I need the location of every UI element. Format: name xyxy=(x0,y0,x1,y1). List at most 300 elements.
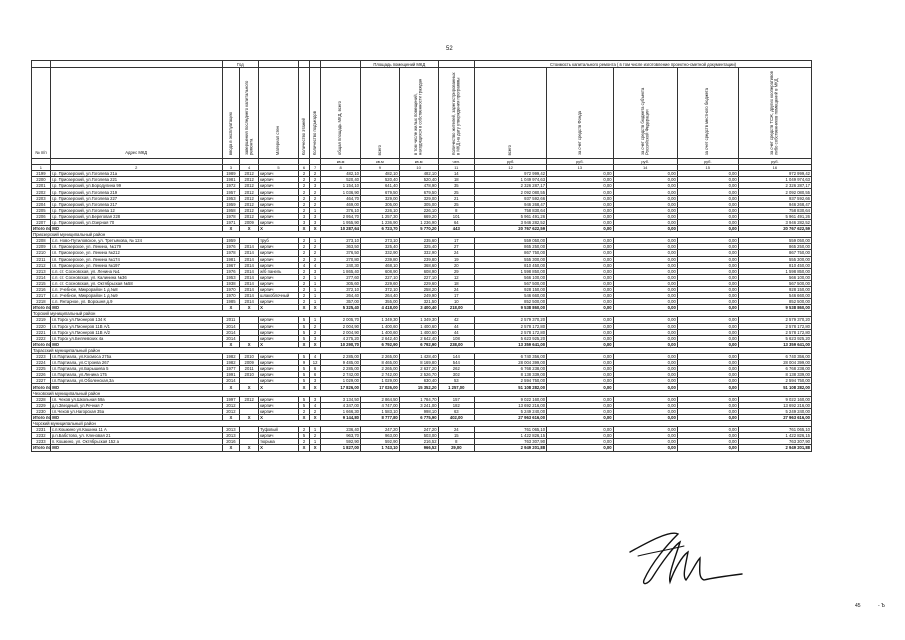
table-cell: 2 xyxy=(310,189,321,195)
table-cell: 305,60 xyxy=(321,280,361,286)
table-cell: 3 xyxy=(310,396,321,402)
table-cell: 2229 xyxy=(32,402,51,408)
table-cell: 240,30 xyxy=(321,262,361,268)
blank-header xyxy=(50,61,222,68)
table-cell: 15 352,20 xyxy=(399,384,438,390)
table-cell: 6 775,90 xyxy=(399,414,438,420)
table-cell: 1 xyxy=(310,286,321,292)
table-cell: 1 666,30 xyxy=(321,408,361,414)
table-cell: 2 xyxy=(298,280,309,286)
table-cell: 4 275,20 xyxy=(321,335,361,341)
table-cell: 2 526,70 xyxy=(399,372,438,378)
table-cell: 2012 xyxy=(240,195,259,201)
table-cell: 2 742,00 xyxy=(361,372,400,378)
table-cell: 0,00 xyxy=(547,414,613,420)
table-cell: 865 250,00 xyxy=(738,244,811,250)
table-cell: X xyxy=(259,305,299,311)
table-cell: 1 827,00 xyxy=(321,445,361,451)
table-cell: 2 949 201,88 xyxy=(475,445,547,451)
table-cell: X xyxy=(240,445,259,451)
table-cell: 2 949 201,88 xyxy=(738,445,811,451)
table-cell: X xyxy=(259,341,299,347)
capital-repair-table xyxy=(31,60,812,452)
table-cell: 262 xyxy=(438,366,475,372)
table-cell: 2014 xyxy=(240,268,259,274)
table-cell: 0,00 xyxy=(677,323,738,329)
table-cell: 6 xyxy=(310,372,321,378)
table-cell: шлакоблочный xyxy=(259,293,299,299)
table-cell: 4 xyxy=(310,262,321,268)
table-cell: кирпич xyxy=(259,286,299,292)
table-cell: 2216 xyxy=(32,286,51,292)
units-row: кв.м кв.м кв.м чел. руб. руб. руб. руб. руб. xyxy=(32,159,812,165)
table-cell: 2 xyxy=(298,268,309,274)
table-cell: 1 xyxy=(310,238,321,244)
table-cell: 0,00 xyxy=(613,360,677,366)
table-cell: 0,00 xyxy=(677,256,738,262)
table-cell: 332,90 xyxy=(361,250,400,256)
table-cell: 5 623 925,20 xyxy=(475,335,547,341)
table-cell: 0,00 xyxy=(677,201,738,207)
table-cell: 0,00 xyxy=(613,280,677,286)
table-cell: 21 xyxy=(438,195,475,201)
table-cell: 8 138 339,00 xyxy=(738,372,811,378)
table-cell: кирпич xyxy=(259,366,299,372)
table-cell: 0,00 xyxy=(677,207,738,213)
table-cell: 0,00 xyxy=(677,372,738,378)
table-cell: 1 428,40 xyxy=(399,354,438,360)
table-cell: 0,00 xyxy=(677,177,738,183)
table-cell: 2 xyxy=(298,183,309,189)
table-cell: 29,00 xyxy=(438,445,475,451)
table-cell: 2014 xyxy=(240,250,259,256)
col-residents-header: Количество жителей, зарегистрированных в МКД на дату утверждения программы xyxy=(438,68,475,159)
table-cell: 2 326 287,17 xyxy=(738,183,811,189)
table-cell: 5 xyxy=(298,366,309,372)
table-cell: 0,00 xyxy=(677,195,738,201)
table-cell: 2 xyxy=(298,177,309,183)
table-cell: 1991 xyxy=(222,372,240,378)
table-cell: кирпич xyxy=(259,177,299,183)
table-cell: 3 134,50 xyxy=(321,396,361,402)
table-cell: 1 349,30 xyxy=(361,317,400,323)
table-cell: 2203 xyxy=(32,195,51,201)
table-cell: 0,00 xyxy=(677,341,738,347)
table-cell: 2014 xyxy=(240,262,259,268)
table-cell: 0,00 xyxy=(677,366,738,372)
table-cell: 0,00 xyxy=(677,244,738,250)
table-cell: 247,20 xyxy=(399,427,438,433)
table-cell: 216,52 xyxy=(399,439,438,445)
table-cell: 2214 xyxy=(32,274,51,280)
table-cell: 218,00 xyxy=(438,305,475,311)
table-cell: 3 xyxy=(310,378,321,384)
page-number: 52 xyxy=(446,46,453,52)
table-cell: 2200 xyxy=(32,177,51,183)
table-cell: 51 108 282,00 xyxy=(738,384,811,390)
table-cell: 64 xyxy=(438,219,475,225)
table-cell: 0,00 xyxy=(613,396,677,402)
table-cell: 238,00 xyxy=(438,341,475,347)
table-cell: 0,00 xyxy=(677,433,738,439)
table-cell: 235,60 xyxy=(399,238,438,244)
table-cell: 8 777,80 xyxy=(361,414,400,420)
table-cell: 0,00 xyxy=(547,439,613,445)
table-cell: Итого по МО xyxy=(33,414,59,420)
table-cell: 0,00 xyxy=(677,226,738,232)
table-cell: 2 004,90 xyxy=(321,323,361,329)
table-cell: 2011 xyxy=(240,366,259,372)
table-cell: 2013 xyxy=(222,433,240,439)
table-cell: 482,10 xyxy=(361,171,400,177)
table-cell: 2014 xyxy=(240,293,259,299)
signature xyxy=(608,522,758,597)
table-cell: 1977 xyxy=(222,366,240,372)
table-cell: 0,00 xyxy=(613,274,677,280)
table-cell: 1957 xyxy=(222,189,240,195)
table-cell: 758 830,64 xyxy=(738,207,811,213)
table-cell: 2011 xyxy=(222,317,240,323)
table-cell: 2 578 172,80 xyxy=(475,323,547,329)
table-cell: 3 946 282,52 xyxy=(738,219,811,225)
blank-header xyxy=(438,61,475,68)
table-cell: 2 578 172,80 xyxy=(738,323,811,329)
table-cell: 1970 xyxy=(222,293,240,299)
table-cell: 2012 xyxy=(240,201,259,207)
table-cell: 2 092 080,55 xyxy=(738,189,811,195)
table-cell: г.п. Приозерское, ул. Ленина №174 xyxy=(50,256,222,262)
table-cell: 27 963 616,00 xyxy=(475,414,547,420)
table-cell: 9 538 860,00 xyxy=(738,305,811,311)
table-cell: 0,00 xyxy=(677,414,738,420)
table-cell: 0,00 xyxy=(613,256,677,262)
table-cell: 963,70 xyxy=(321,433,361,439)
table-cell: 226,10 xyxy=(399,207,438,213)
table-cell: 1 598 850,00 xyxy=(738,268,811,274)
table-cell: 2 xyxy=(298,171,309,177)
table-cell: с.п.Кошкино ул.Кашина 11 А xyxy=(50,427,222,433)
table-cell: 852 500,00 xyxy=(475,299,547,305)
table-cell: 3 xyxy=(310,183,321,189)
table-cell: 2010 xyxy=(240,372,259,378)
table-cell: 679,50 xyxy=(361,189,400,195)
table-cell: 0,00 xyxy=(613,226,677,232)
table-cell: 1 955,90 xyxy=(321,219,361,225)
table-cell: 2213 xyxy=(32,268,51,274)
table-cell: 15 xyxy=(438,433,475,439)
table-cell: 1972 xyxy=(222,183,240,189)
table-cell: 2012 xyxy=(240,207,259,213)
table-cell: 17 026,00 xyxy=(361,384,400,390)
table-cell: 478,90 xyxy=(399,183,438,189)
table-cell: 2 xyxy=(298,427,309,433)
table-cell: 5 xyxy=(298,433,309,439)
table-cell: 8 xyxy=(438,439,475,445)
table-cell: 998,10 xyxy=(399,408,438,414)
table-cell: 264,40 xyxy=(361,293,400,299)
table-cell: 2014 xyxy=(240,274,259,280)
table-cell: 5 xyxy=(298,335,309,341)
table-cell: 12 xyxy=(438,274,475,280)
table-cell: 0,00 xyxy=(677,219,738,225)
table-cell: 0,00 xyxy=(677,280,738,286)
table-cell: 5 xyxy=(298,329,309,335)
table-cell: 1 xyxy=(310,317,321,323)
table-cell: 2 265,00 xyxy=(361,366,400,372)
table-cell: 4 347,00 xyxy=(321,402,361,408)
table-cell: 6 740 356,00 xyxy=(738,354,811,360)
table-cell: 0,00 xyxy=(547,299,613,305)
table-cell: 810 450,00 xyxy=(475,262,547,268)
table-cell: 1 236,90 xyxy=(399,219,438,225)
table-cell: 3 xyxy=(298,219,309,225)
col-num-header: № п/п xyxy=(32,68,51,159)
table-cell: г.п.Торск ул.Пионеров 11В А/2 xyxy=(50,329,222,335)
table-cell: 928 150,00 xyxy=(738,286,811,292)
table-cell: г.р. Приозерский, ул.Гоголева 219 xyxy=(50,189,222,195)
table-cell: 2 265,00 xyxy=(361,354,400,360)
table-cell: 6 723,70 xyxy=(361,226,400,232)
table-cell: 2 637,20 xyxy=(399,366,438,372)
table-cell: X xyxy=(310,414,321,420)
table-cell: 1953 xyxy=(222,195,240,201)
table-cell: 641,40 xyxy=(361,183,400,189)
table-cell: 2 xyxy=(310,244,321,250)
table-cell: 946 268,47 xyxy=(475,201,547,207)
table-cell: 5 xyxy=(298,396,309,402)
table-cell: 2014 xyxy=(222,329,240,335)
table-cell: 1997 xyxy=(222,396,240,402)
table-cell: 4 xyxy=(298,262,309,268)
table-cell: 0,00 xyxy=(547,445,613,451)
table-cell: 2 xyxy=(298,408,309,414)
table-cell: 5 xyxy=(298,317,309,323)
table-cell: 1 049 974,63 xyxy=(738,177,811,183)
table-cell: с.п. Ново-Путиловское, ул. Третьякова, № 124 xyxy=(50,238,222,244)
table-cell: 13 359 641,00 xyxy=(738,341,811,347)
table-cell: 972 999,42 xyxy=(738,171,811,177)
table-cell: 2224 xyxy=(32,360,51,366)
table-cell: 464,70 xyxy=(321,195,361,201)
table-cell: 2205 xyxy=(32,207,51,213)
table-cell: 1971 xyxy=(222,219,240,225)
table-cell: 368,60 xyxy=(399,262,438,268)
table-cell: 1 743,10 xyxy=(361,445,400,451)
table-cell: 1982 xyxy=(222,360,240,366)
col-cost-owners-header: за счет средств ТСЖ, других кооперативов либо собственников помещений в МКД xyxy=(738,68,811,159)
table-cell: с.п. Учебное, Микрорайон 1 д.№9 xyxy=(50,293,222,299)
table-cell: 2009 xyxy=(240,219,259,225)
table-cell: 761 065,10 xyxy=(738,427,811,433)
table-cell: 108 xyxy=(438,335,475,341)
table-cell: 0,00 xyxy=(677,402,738,408)
table-cell: 258,20 xyxy=(399,286,438,292)
table-cell: 2009 xyxy=(240,360,259,366)
table-cell: 2 579 370,20 xyxy=(738,317,811,323)
table-body xyxy=(32,171,812,451)
table-cell: 5 325,40 xyxy=(321,305,361,311)
table-cell: 2208 xyxy=(32,238,51,244)
table-cell: г.р. Приозерский, ул.Береговая 228 xyxy=(50,213,222,219)
table-cell: 332,90 xyxy=(399,250,438,256)
table-cell: кирпич xyxy=(259,213,299,219)
table-cell: 5 249 240,00 xyxy=(738,408,811,414)
table-cell: 249,90 xyxy=(399,293,438,299)
table-cell: 6 xyxy=(310,366,321,372)
section-title: Приозерский муниципальный район xyxy=(32,232,812,238)
table-cell: 1 422 826,15 xyxy=(475,433,547,439)
table-cell: 2 285,00 xyxy=(321,354,361,360)
table-cell: 1976 xyxy=(222,244,240,250)
table-cell: 0,00 xyxy=(547,250,613,256)
corner-mark-left: 45 xyxy=(855,603,861,609)
table-cell: 566 100,00 xyxy=(738,274,811,280)
table-cell: 28 004 399,00 xyxy=(475,360,547,366)
table-cell: 0,00 xyxy=(677,378,738,384)
table-cell: 2012 xyxy=(240,177,259,183)
table-cell: X xyxy=(240,414,259,420)
table-cell: кирпич xyxy=(259,195,299,201)
table-cell: 2 xyxy=(310,250,321,256)
table-cell: 867 750,00 xyxy=(475,250,547,256)
table-cell: 0,00 xyxy=(613,433,677,439)
table-cell: 0,00 xyxy=(547,238,613,244)
table-cell: г.п.Партиала, ул.Ленина 175 xyxy=(50,372,222,378)
col-total-area-header: общая площадь МКД, всего xyxy=(321,68,361,159)
table-cell: Итого по МО xyxy=(33,305,59,311)
table-cell: 1959 xyxy=(222,238,240,244)
table-cell: 3 xyxy=(310,213,321,219)
table-cell: 325,40 xyxy=(399,244,438,250)
table-cell: X xyxy=(259,384,299,390)
table-cell: 29 xyxy=(438,268,475,274)
table-cell: X xyxy=(298,305,309,311)
table-cell: X xyxy=(222,341,240,347)
table-cell: 9 022 160,00 xyxy=(475,396,547,402)
table-cell: 2012 xyxy=(240,396,259,402)
table-cell: 1 598 850,00 xyxy=(475,268,547,274)
table-cell: 0,00 xyxy=(547,305,613,311)
table-cell: 2226 xyxy=(32,372,51,378)
table-cell: 0,00 xyxy=(613,305,677,311)
table-cell: 468,10 xyxy=(361,262,400,268)
table-cell: 0,00 xyxy=(547,268,613,274)
table-cell: 1958 xyxy=(222,207,240,213)
table-cell: кирпич xyxy=(259,244,299,250)
table-cell: 0,00 xyxy=(613,402,677,408)
table-cell: кирпич xyxy=(259,189,299,195)
table-cell: 0,00 xyxy=(613,445,677,451)
table-cell: 19 xyxy=(438,256,475,262)
table-cell: 1 036,90 xyxy=(321,189,361,195)
table-cell: 2 xyxy=(298,256,309,262)
table-cell: 0,00 xyxy=(613,323,677,329)
table-cell: 227,10 xyxy=(361,274,400,280)
col-area-all-header: всего xyxy=(361,68,400,159)
table-cell: 0,00 xyxy=(613,354,677,360)
table-cell: р.п.Бабстово, ул. Кленовая 21 xyxy=(50,433,222,439)
table-cell: 0,00 xyxy=(613,439,677,445)
table-cell: 2 742,00 xyxy=(321,372,361,378)
table-cell: 0,00 xyxy=(613,207,677,213)
col-cost-total-header: всего xyxy=(475,68,547,159)
table-cell: 2 xyxy=(298,293,309,299)
table-cell: 0,00 xyxy=(677,396,738,402)
table-cell: 567 500,00 xyxy=(738,280,811,286)
table-cell: 0,00 xyxy=(613,378,677,384)
blank-header xyxy=(259,61,299,68)
table-cell: г.п.Торск ул.Пионеров 134 К xyxy=(50,317,222,323)
table-cell: г.п. Приозерское, ул. Ленина, №179 xyxy=(50,244,222,250)
table-cell: 0,00 xyxy=(547,293,613,299)
table-cell: 1 349,30 xyxy=(399,317,438,323)
table-cell: 8 xyxy=(438,207,475,213)
table-cell: 0,00 xyxy=(547,213,613,219)
table-cell: 2233 xyxy=(32,439,51,445)
table-cell: 555 300,00 xyxy=(475,256,547,262)
table-cell: 144 xyxy=(438,354,475,360)
table-cell: 608,90 xyxy=(361,268,400,274)
table-cell: кирпич xyxy=(259,262,299,268)
table-cell: г.п. Приозерское, ул. Ленина №212 xyxy=(50,250,222,256)
table-cell: 2210 xyxy=(32,250,51,256)
table-cell: 0,00 xyxy=(547,219,613,225)
table-cell: X xyxy=(222,445,240,451)
table-cell: 6 768 238,00 xyxy=(475,366,547,372)
table-cell: 0,00 xyxy=(613,329,677,335)
table-cell: 20 767 622,59 xyxy=(475,226,547,232)
table-cell: 0,00 xyxy=(547,433,613,439)
table-cell: 2232 xyxy=(32,433,51,439)
table-cell: 2014 xyxy=(222,378,240,384)
table-cell: 3 xyxy=(298,213,309,219)
table-cell: 2 xyxy=(298,244,309,250)
table-cell: 1982 xyxy=(222,354,240,360)
table-cell: 5 249 240,00 xyxy=(475,408,547,414)
table-cell: 2013 xyxy=(222,427,240,433)
table-cell: 0,00 xyxy=(613,238,677,244)
table-cell: 5 770,20 xyxy=(399,226,438,232)
table-cell: 63 xyxy=(438,408,475,414)
section-title: Тарасский муниципальный район xyxy=(32,347,812,353)
table-cell: 0,00 xyxy=(547,360,613,366)
table-cell: кирпич xyxy=(259,323,299,329)
table-cell: 0,00 xyxy=(677,445,738,451)
table-cell: 12 xyxy=(310,360,321,366)
table-cell: 1 xyxy=(310,293,321,299)
table-cell: 17 xyxy=(438,238,475,244)
table-cell: 2 642,40 xyxy=(399,335,438,341)
table-cell: 1 154,10 xyxy=(321,183,361,189)
table-cell: 1 xyxy=(310,427,321,433)
table-cell: 277,60 xyxy=(321,274,361,280)
table-cell: 101 xyxy=(438,213,475,219)
table-cell: 758 830,64 xyxy=(475,207,547,213)
table-cell: 0,00 xyxy=(677,274,738,280)
table-cell: 0,00 xyxy=(677,213,738,219)
table-cell: 0,00 xyxy=(547,244,613,250)
table-cell: 2204 xyxy=(32,201,51,207)
table-cell: 2221 xyxy=(32,329,51,335)
table-cell: 239,80 xyxy=(399,256,438,262)
table-cell: 1970 xyxy=(222,286,240,292)
table-cell: 0,00 xyxy=(613,414,677,420)
table-cell: 0,00 xyxy=(677,329,738,335)
table-cell: 2 xyxy=(310,177,321,183)
table-cell: с.п. Янтарное, ул. Ворошня д.9 xyxy=(50,299,222,305)
year-group-header: Год xyxy=(222,61,259,68)
table-cell: 443 xyxy=(438,226,475,232)
